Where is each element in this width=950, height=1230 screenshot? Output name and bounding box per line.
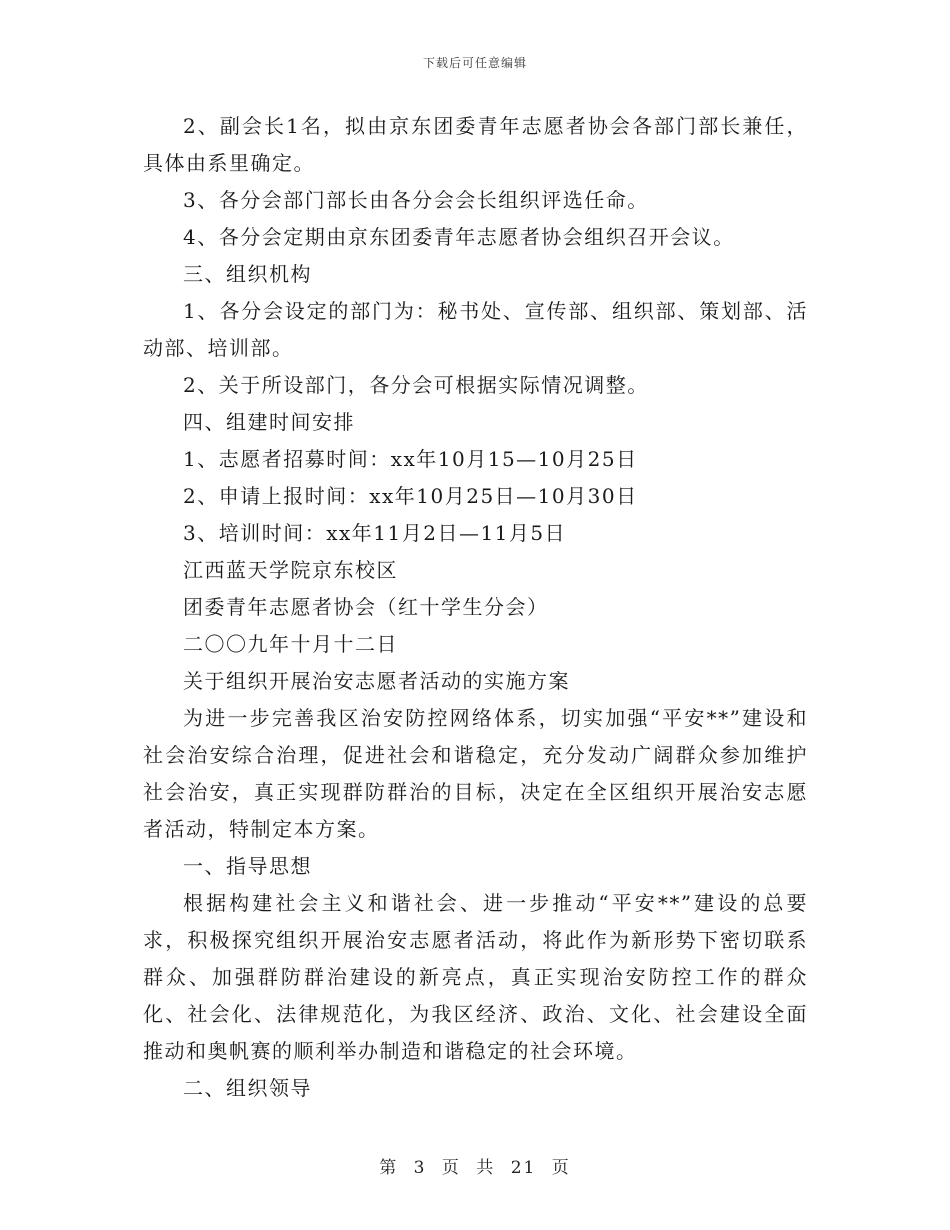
paragraph: 三、组织机构	[183, 262, 312, 286]
footer-total-pages: 21	[510, 1158, 537, 1178]
footer-prefix: 第	[379, 1158, 399, 1178]
paragraph: 2、关于所设部门，各分会可根据实际情况调整。	[183, 373, 649, 397]
footer-page-word: 页	[441, 1158, 461, 1178]
paragraph: 2、申请上报时间：xx年10月25日—10月30日	[183, 484, 638, 508]
paragraph: 团委青年志愿者协会（红十学生分会）	[183, 595, 549, 619]
paragraph: 关于组织开展治安志愿者活动的实施方案	[183, 669, 570, 693]
paragraph: 根据构建社会主义和谐社会、进一步推动“平安**”建设的总要求，积极探究组织开展治安志愿者活动，将此作为新形势下密切联系群众、加强群防群治建设的新亮点，真正实现治安防控工作的群众化、社会化、法律规范化，为我区经济、政治、文化、社会建设全面推动和奥帆赛的顺利举办制造和谐稳定的社会环境。	[143, 891, 808, 1063]
paragraph: 3、各分会部门部长由各分会会长组织评选任命。	[183, 188, 649, 212]
paragraph: 一、指导思想	[183, 854, 312, 878]
footer-current-page: 3	[413, 1158, 427, 1178]
page-footer	[0, 1153, 950, 1178]
paragraph: 3、培训时间：xx年11月2日—11月5日	[183, 521, 567, 545]
footer-suffix: 页	[551, 1158, 571, 1178]
footer-total-word: 共	[476, 1158, 496, 1178]
paragraph: 江西蓝天学院京东校区	[183, 558, 398, 582]
paragraph: 二、组织领导	[183, 1076, 312, 1100]
paragraph: 1、志愿者招募时间：xx年10月15—10月25日	[183, 447, 638, 471]
document-body	[143, 108, 808, 1107]
paragraph: 2、副会长1名，拟由京东团委青年志愿者协会各部门部长兼任，具体由系里确定。	[143, 114, 808, 175]
paragraph: 4、各分会定期由京东团委青年志愿者协会组织召开会议。	[183, 225, 735, 249]
header-note: 下载后可任意编辑	[422, 56, 527, 70]
paragraph: 二〇〇九年十月十二日	[183, 632, 398, 656]
paragraph: 1、各分会设定的部门为：秘书处、宣传部、组织部、策划部、活动部、培训部。	[143, 299, 808, 360]
paragraph: 四、组建时间安排	[183, 410, 355, 434]
paragraph: 为进一步完善我区治安防控网络体系，切实加强“平安**”建设和社会治安综合治理，促进社会和谐稳定，充分发动广阔群众参加维护社会治安，真正实现群防群治的目标，决定在全区组织开展治安志愿者活动，特制定本方案。	[143, 706, 808, 841]
